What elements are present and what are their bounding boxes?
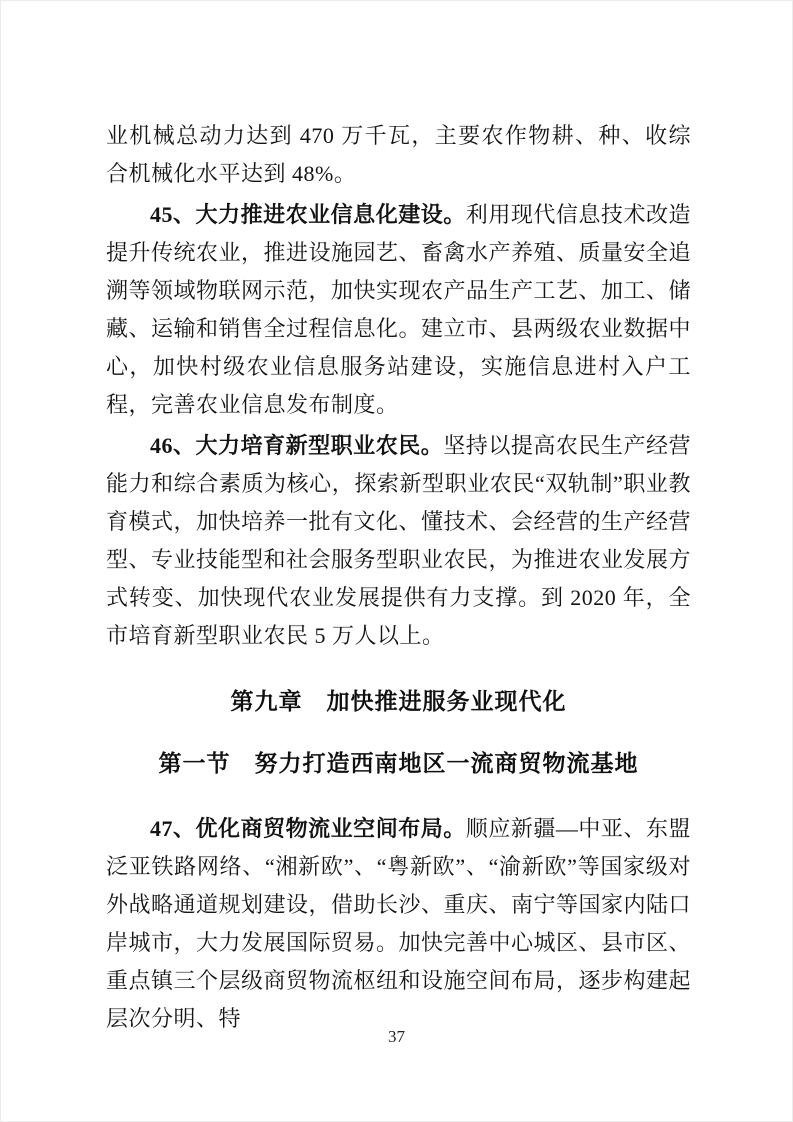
section-heading: 第一节 努力打造西南地区一流商贸物流基地: [158, 751, 639, 776]
paragraph-45-text: 利用现代信息技术改造提升传统农业，推进设施园艺、畜禽水产养殖、质量安全追溯等领域物联网示范，加快实现农产品生产工艺、加工、储藏、运输和销售全过程信息化。建立市、县两级农业数据中心，加快村级农业信息服务站建设，实施信息进村入户工程，完善农业信息发布制度。: [106, 202, 692, 417]
page-number: 37: [388, 1027, 405, 1046]
page-footer: [1, 1027, 792, 1047]
paragraph-46-text: 坚持以提高农民生产经营能力和综合素质为核心，探索新型职业农民“双轨制”职业教育模式，加快培养一批有文化、懂技术、会经营的生产经营型、专业技能型和社会服务型职业农民，为推进农业发展方式转变、加快现代农业发展提供有力支撑。到 2020 年，全市培育新型职业农民 5 万人以上。: [106, 433, 692, 648]
paragraph-text: 业机械总动力达到 470 万千瓦，主要农作物耕、种、收综合机械化水平达到 48%。: [106, 123, 691, 186]
chapter-heading: 第九章 加快推进服务业现代化: [230, 688, 567, 714]
paragraph-47: [106, 810, 691, 1038]
paragraph-47-text: 顺应新疆—中亚、东盟泛亚铁路网络、“湘新欧”、“粤新欧”、“渝新欧”等国家级对外战略通道规划建设，借助长沙、重庆、南宁等国家内陆口岸城市，大力发展国际贸易。加快完善中心城区、县市区、重点镇三个层级商贸物流枢纽和设施空间布局，逐步构建起层次分明、特: [106, 816, 692, 1031]
paragraph-45-lead: 45、大力推进农业信息化建设。: [150, 202, 466, 227]
paragraph-47-lead: 47、优化商贸物流业空间布局。: [150, 816, 466, 841]
page-content: [106, 117, 691, 1041]
paragraph-continuation: [106, 117, 691, 193]
paragraph-46-lead: 46、大力培育新型职业农民。: [150, 433, 444, 458]
paragraph-46: [106, 427, 691, 655]
paragraph-45: [106, 196, 691, 424]
